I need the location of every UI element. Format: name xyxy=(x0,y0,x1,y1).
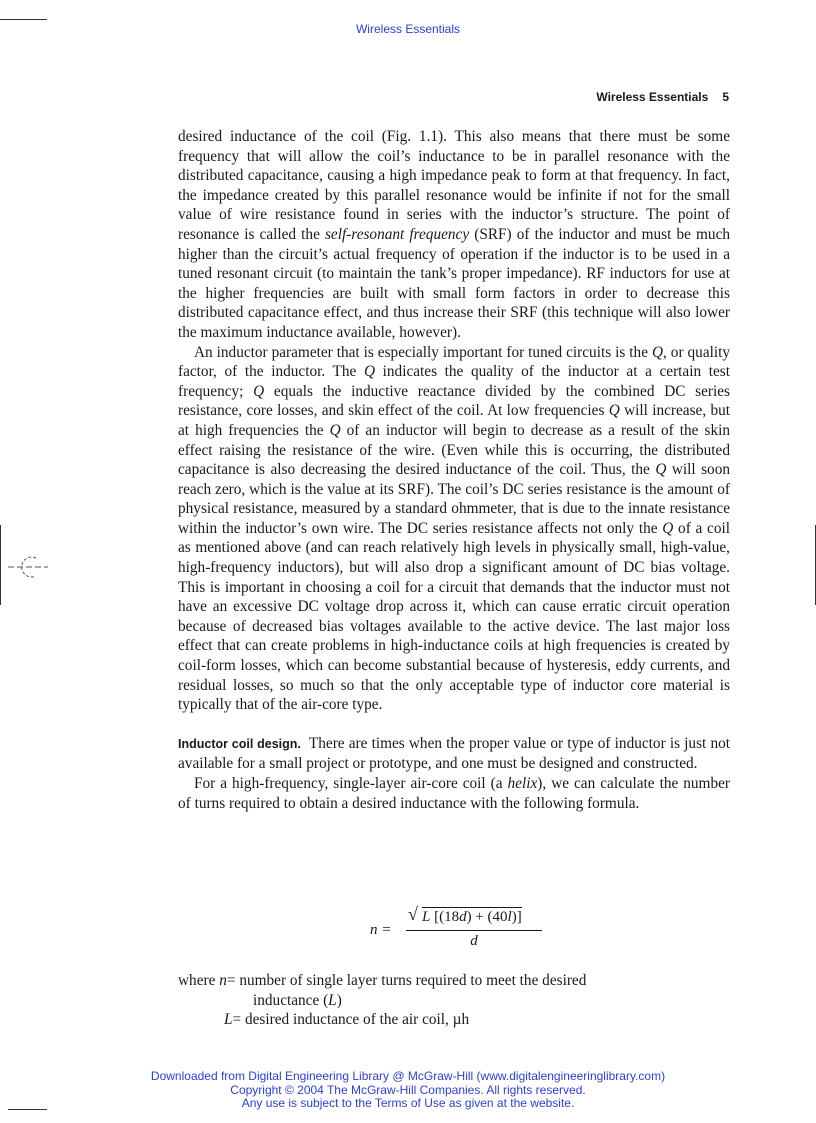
paragraph-srf: desired inductance of the coil (Fig. 1.1). This also means that there must be some frequency that will allow the coil’s inductance to be in parallel resonance with the distributed capacitance, causing a high impedance peak to form at that frequency. In fact, the impedance created by this parallel resonance would be infinite if not for the small value of wire resistance found in series with the inductor’s structure. The point of resonance is called the self-resonant frequency (SRF) of the inductor and must be much higher than the circuit’s actual frequency of operation if the inductor is to be used in a tuned resonant circuit (to maintain the tank’s proper impedance). RF inductors for use at the higher frequencies are built with small form factors in order to decrease this distributed capacitance effect, and thus increase their SRF (this technique will also lower the maximum inductance available, however). xyxy=(178,128,731,341)
definition-n: where n= number of single layer turns required to meet the desired xyxy=(178,972,587,989)
top-header-link[interactable]: Wireless Essentials xyxy=(355,22,461,36)
footer-notice xyxy=(0,1070,816,1111)
paragraph-helix: For a high-frequency, single-layer air-core coil (a helix), we can calculate the number of turns required to obtain a desired inductance with the following formula. xyxy=(178,775,730,812)
formula-lhs: n = xyxy=(370,922,392,938)
formula-numerator: √ L [(18d) + (40l)] xyxy=(408,904,522,925)
page-number: 5 xyxy=(722,90,729,104)
footer-download-link[interactable]: Downloaded from Digital Engineering Library @ McGraw-Hill (www.digitalengineeringlibrary.com) xyxy=(150,1069,666,1083)
crop-mark-left-vertical xyxy=(0,525,1,605)
running-head-title: Wireless Essentials xyxy=(596,90,709,104)
formula-denominator: d xyxy=(470,933,478,949)
radical-icon: √ xyxy=(408,904,418,924)
footer-copyright: Copyright © 2004 The McGraw-Hill Companies. All rights reserved. xyxy=(230,1082,586,1097)
paragraph-q-factor: An inductor parameter that is especially important for tuned circuits is the Q, or quality factor, of the inductor. The Q indicates the quality of the inductor at a certain test frequency; Q equals the inductive reactance divided by the combined DC series resistance, core losses, and skin effect of the coil. At low frequencies Q will increase, but at high frequencies the Q of an inductor will begin to decrease as a result of the skin effect raising the resistance of the wire. (Even while this is occurring, the distributed capacitance is also decreasing the desired inductance of the coil. Thus, the Q will soon reach zero, which is the value at its SRF). The coil’s DC series resistance is the amount of physical resistance, measured by a standard ohmmeter, that is due to the innate resistance within the inductor’s own wire. The DC series resistance affects not only the Q of a coil as mentioned above (and can reach relatively high levels in physically small, high-value, high-frequency inductors), but will also drop a significant amount of DC bias voltage. This is important in choosing a coil for a circuit that demands that the inductor must not have an excessive DC voltage drop across it, which can cause erratic circuit operation because of decreased bias voltages available to the active device. The last major loss effect that can create problems in high-inductance coils at high frequencies is created by coil-form losses, which can become substantial because of hysteresis, eddy currents, and residual losses, so much so that the only acceptable type of inductor core material is typically that of the air-core type. xyxy=(178,343,731,714)
crop-mark-top-left xyxy=(0,19,47,20)
formula-fraction xyxy=(406,904,542,950)
footer-terms-link[interactable]: Any use is subject to the Terms of Use as given at the website. xyxy=(241,1096,575,1110)
definition-n-continuation: inductance (L) xyxy=(253,991,342,1009)
fraction-bar xyxy=(406,930,542,931)
section-inductor-coil-design: Inductor coil design. There are times when the proper value or type of inductor is just not available for a small project or prototype, and one must be designed and constructed. xyxy=(178,734,730,773)
variable-definitions xyxy=(178,971,730,1030)
definition-L: L= desired inductance of the air coil, µh xyxy=(224,1011,470,1029)
registration-mark-icon xyxy=(8,554,48,580)
section-heading: Inductor coil design. xyxy=(178,736,301,751)
body-text xyxy=(178,127,730,813)
running-head xyxy=(596,90,729,104)
